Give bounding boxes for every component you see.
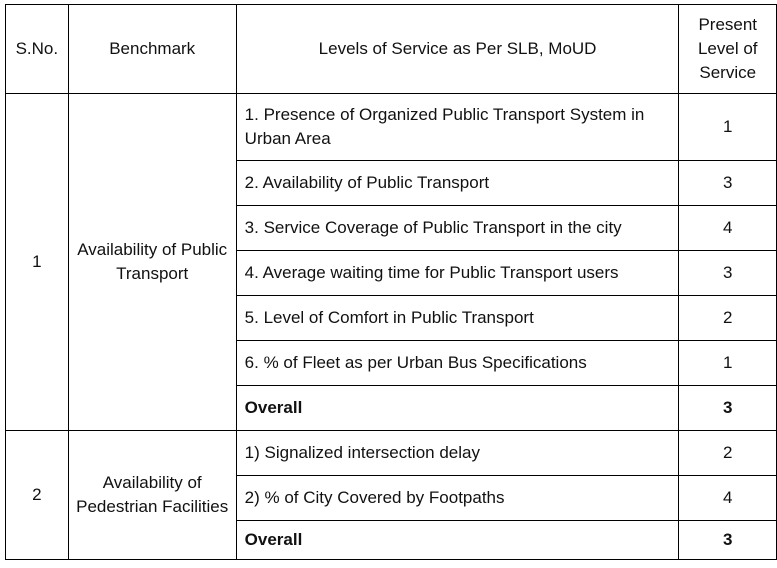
level-cell: 1) Signalized intersection delay (236, 431, 679, 476)
group-benchmark: Availability of Pedestrian Facilities (68, 431, 236, 560)
level-cell: 2. Availability of Public Transport (236, 161, 679, 206)
present-value-cell: 1 (679, 341, 777, 386)
present-value-cell: 4 (679, 206, 777, 251)
table-row (6, 94, 777, 161)
overall-value: 3 (679, 521, 777, 560)
table-row (6, 431, 777, 476)
level-cell: 6. % of Fleet as per Urban Bus Specifications (236, 341, 679, 386)
header-present-level: Present Level of Service (679, 5, 777, 94)
level-cell: 3. Service Coverage of Public Transport in the city (236, 206, 679, 251)
present-value-cell: 2 (679, 296, 777, 341)
present-value-cell: 1 (679, 94, 777, 161)
header-sno: S.No. (6, 5, 69, 94)
overall-value: 3 (679, 386, 777, 431)
group-sno: 2 (6, 431, 69, 560)
level-cell: 1. Presence of Organized Public Transport System in Urban Area (236, 94, 679, 161)
group-sno: 1 (6, 94, 69, 431)
level-cell: 2) % of City Covered by Footpaths (236, 476, 679, 521)
header-benchmark: Benchmark (68, 5, 236, 94)
present-value-cell: 3 (679, 251, 777, 296)
overall-label: Overall (236, 386, 679, 431)
group-benchmark: Availability of Public Transport (68, 94, 236, 431)
header-levels-of-service: Levels of Service as Per SLB, MoUD (236, 5, 679, 94)
level-cell: 5. Level of Comfort in Public Transport (236, 296, 679, 341)
service-level-table (5, 4, 777, 560)
present-value-cell: 3 (679, 161, 777, 206)
present-value-cell: 4 (679, 476, 777, 521)
table-header-row (6, 5, 777, 94)
overall-label: Overall (236, 521, 679, 560)
level-cell: 4. Average waiting time for Public Transport users (236, 251, 679, 296)
present-value-cell: 2 (679, 431, 777, 476)
